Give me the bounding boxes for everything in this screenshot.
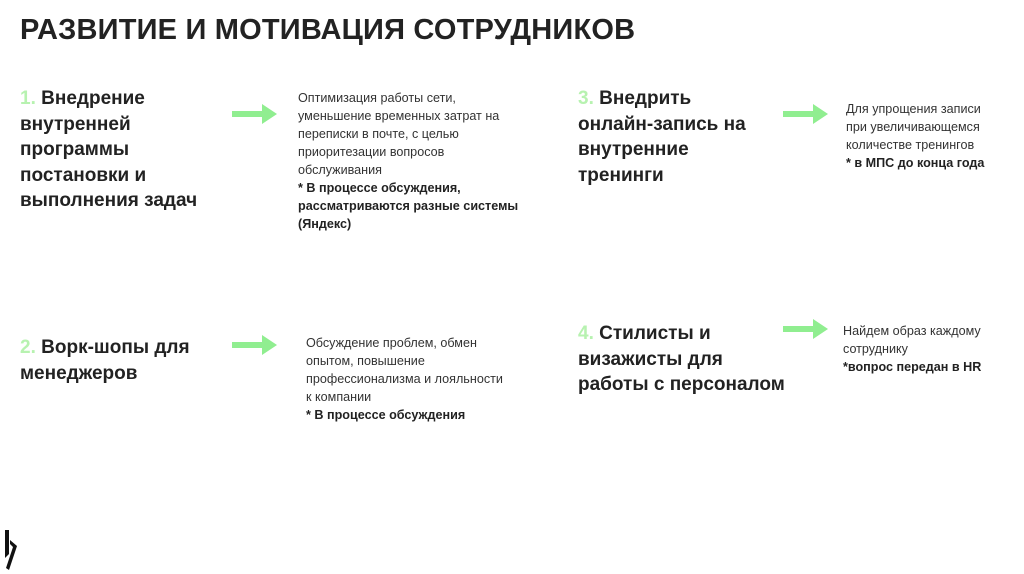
item-1-note-line: обслуживания [298, 163, 382, 177]
arrow-right-icon [783, 318, 829, 340]
item-2-title-first: Ворк-шопы для [41, 337, 190, 358]
item-1-title-line: программы [20, 139, 130, 160]
item-3-note-line: при увеличивающемся [846, 120, 980, 134]
item-1-number: 1. [20, 88, 36, 109]
item-3-title-line: внутренние [578, 139, 689, 160]
item-4-note [843, 322, 981, 376]
item-2-title-line: менеджеров [20, 362, 138, 384]
item-3-status-line: * в МПС до конца года [846, 156, 985, 170]
item-2-note-line: опытом, повышение [306, 354, 425, 368]
item-1-status-line: * В процессе обсуждения, [298, 181, 461, 195]
item-2-note [306, 334, 503, 424]
item-3-title-first: Внедрить [599, 88, 692, 109]
item-1-note-line: переписки в почте, с целью [298, 127, 459, 141]
item-1-title [20, 86, 197, 214]
item-4-status-line: *вопрос передан в HR [843, 360, 982, 374]
arrow-right-icon [232, 103, 278, 125]
item-1-note-line: уменьшение временных затрат на [298, 109, 500, 123]
item-2-note-line: Обсуждение проблем, обмен [306, 336, 477, 350]
item-2-note-line: профессионализма и лояльности [306, 372, 503, 386]
item-2-title [20, 335, 190, 386]
page-title: РАЗВИТИЕ И МОТИВАЦИЯ СОТРУДНИКОВ [20, 14, 636, 46]
item-3-note-line: количестве тренингов [846, 138, 975, 152]
item-1-note-line: Оптимизация работы сети, [298, 91, 456, 105]
item-1-title-line: внутренней [20, 113, 131, 135]
item-1-note [298, 89, 518, 233]
item-3-note [846, 100, 984, 172]
item-4-note-line: сотруднику [843, 342, 908, 356]
item-1-title-first: Внедрение [41, 88, 145, 109]
item-4-number: 4. [578, 323, 594, 344]
brand-logo-icon [4, 530, 18, 570]
item-4-title-line: визажисты для [578, 348, 723, 370]
arrow-right-icon [232, 334, 278, 356]
item-1-note-line: приоритезации вопросов [298, 145, 445, 159]
item-1-status-line: рассматриваются разные системы [298, 199, 519, 213]
item-3-title [578, 86, 746, 188]
item-2-number: 2. [20, 337, 36, 358]
item-3-number: 3. [578, 88, 594, 109]
item-1-status-line: (Яндекс) [298, 217, 352, 231]
item-1-title-line: постановки и [20, 164, 147, 186]
item-4-note-line: Найдем образ каждому [843, 324, 981, 338]
item-3-note-line: Для упрощения записи [846, 102, 981, 116]
item-1-title-line: выполнения задач [20, 190, 198, 211]
item-2-note-line: к компании [306, 390, 372, 404]
item-2-status-line: * В процессе обсуждения [306, 408, 466, 422]
item-4-title-line: работы с персоналом [578, 374, 785, 395]
item-3-title-line: тренинги [578, 164, 664, 186]
item-3-title-line: онлайн-запись на [578, 113, 746, 135]
item-4-title-first: Стилисты и [599, 323, 711, 344]
arrow-right-icon [783, 103, 829, 125]
item-4-title [578, 321, 785, 398]
